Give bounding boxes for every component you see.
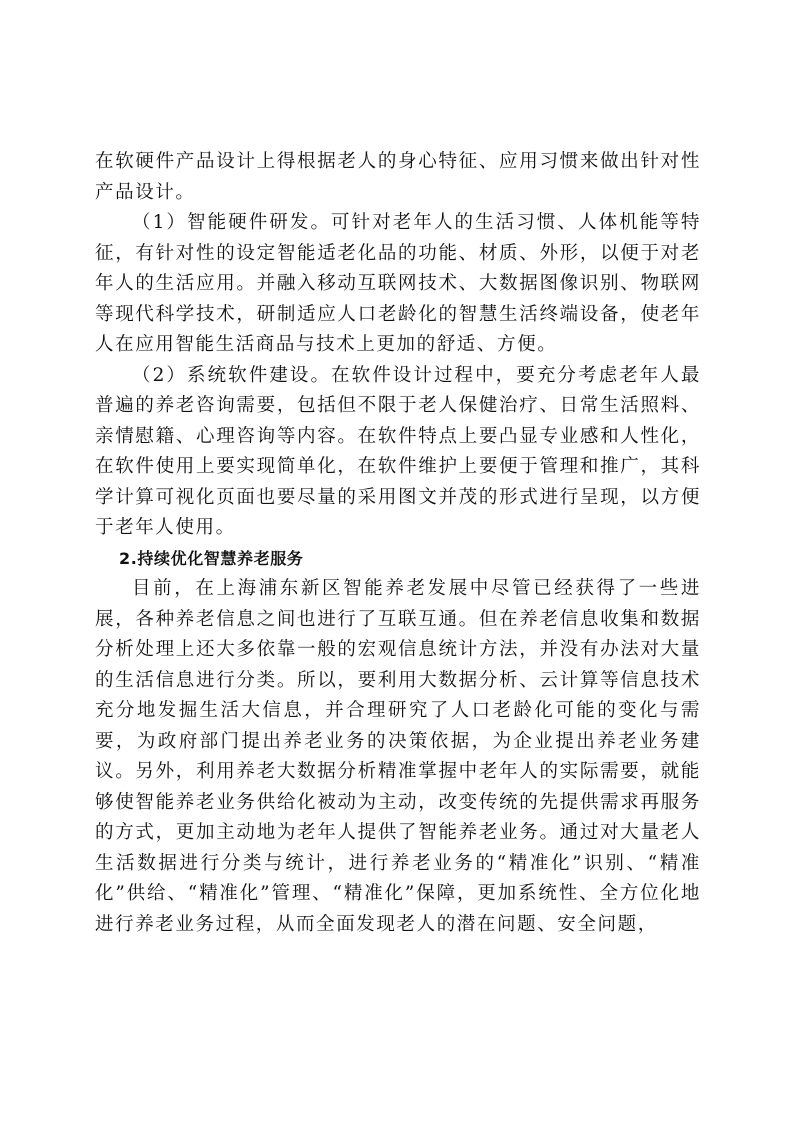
paragraph-software-construction: （2）系统软件建设。在软件设计过程中，要充分考虑老年人最普遍的养老咨询需要，包括但不限于老人保健治疗、日常生活照料、亲情慰籍、心理咨询等内容。在软件特点上要凸显专业感和人性化，在软件使用上要实现简单化，在软件维护上要便于管理和推广，其科学计算可视化页面也要尽量的采用图文并茂的形式进行呈现，以方便于老年人使用。 bbox=[95, 364, 701, 538]
paragraph-smart-elderly-care: 目前，在上海浦东新区智能养老发展中尽管已经获得了一些进展，各种养老信息之间也进行了互联互通。但在养老信息收集和数据分析处理上还大多依靠一般的宏观信息统计方法，并没有办法对大量的生活信息进行分类。所以，要利用大数据分析、云计算等信息技术充分地发掘生活大信息，并合理研究了人口老龄化可能的变化与需要，为政府部门提出养老业务的决策依据，为企业提出养老业务建议。另外，利用养老大数据分析精准掌握中老年人的实际需要，就能够使智能养老业务供给化被动为主动，改变传统的先提供需求再服务的方式，更加主动地为老年人提供了智能养老业务。通过对大量老人生活数据进行分类与统计，进行养老业务的“精准化”识别、“精准化”供给、“精准化”管理、“精准化”保障，更加系统性、全方位化地进行养老业务过程，从而全面发现老人的潜在问题、安全问题， bbox=[95, 578, 701, 935]
document-body bbox=[95, 147, 701, 940]
paragraph-continuation: 在软硬件产品设计上得根据老人的身心特征、应用习惯来做出针对性产品设计。 bbox=[95, 151, 701, 203]
paragraph-hardware-development: （1）智能硬件研发。可针对老年人的生活习惯、人体机能等特征，有针对性的设定智能适老化品的功能、材质、外形，以便于对老年人的生活应用。并融入移动互联网技术、大数据图像识别、物联网等现代科学技术，研制适应人口老龄化的智慧生活终端设备，使老年人在应用智能生活商品与技术上更加的舒适、方便。 bbox=[95, 212, 701, 355]
section-heading: 2.持续优化智慧养老服务 bbox=[119, 548, 304, 568]
